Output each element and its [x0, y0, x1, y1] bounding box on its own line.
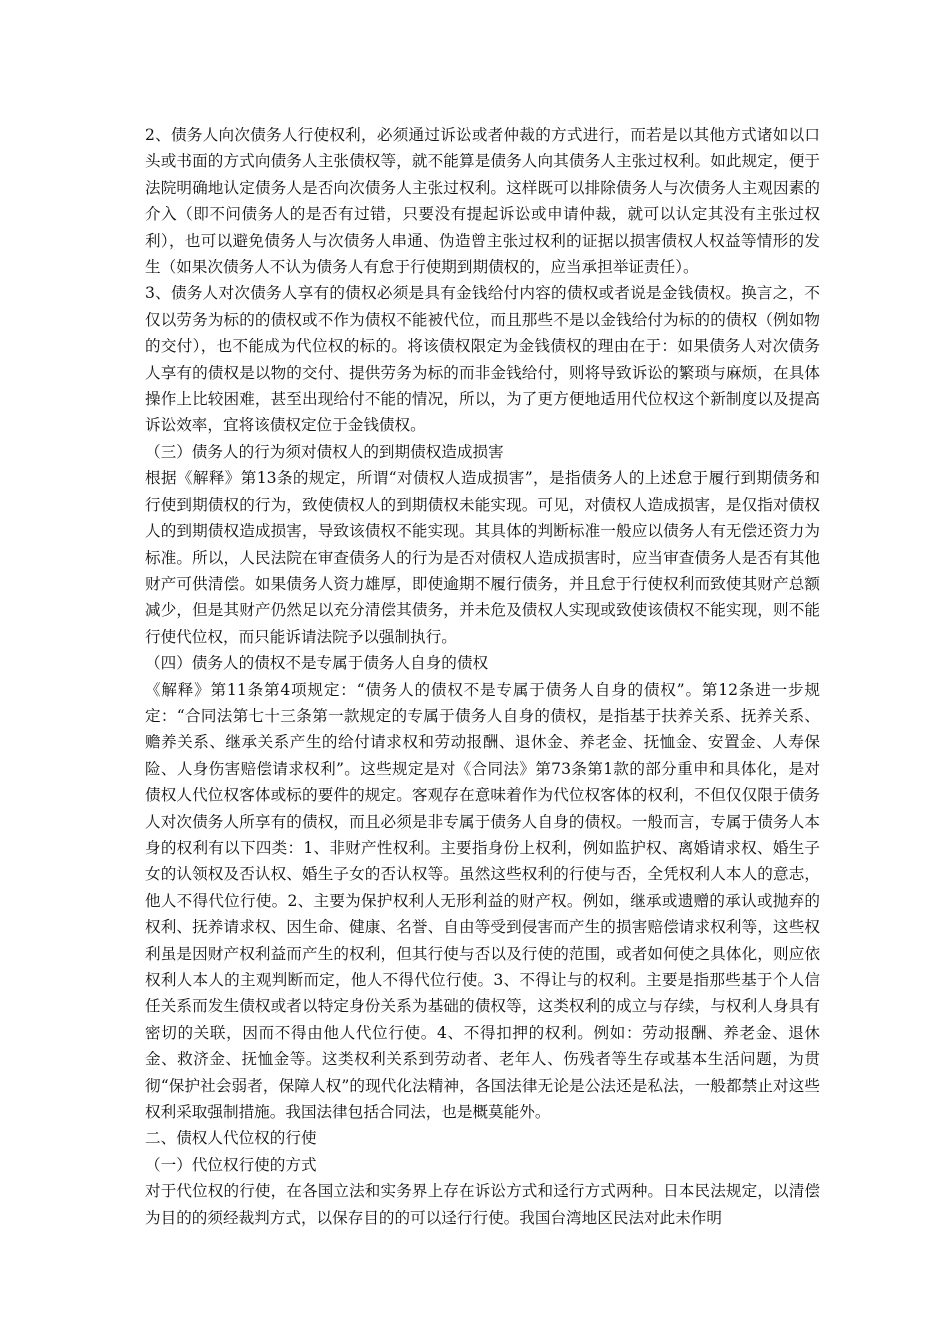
section-heading-non-personal-claim: （四）债务人的债权不是专属于债务人自身的债权 [145, 654, 489, 673]
paragraph-exercise-method: 对于代位权的行使，在各国立法和实务界上存在诉讼方式和迳行方式两种。日本民法规定，以清偿为目的的须经裁判方式，以保存目的的可以迳行行使。我国台湾地区民法对此未作明 [145, 1182, 820, 1227]
paragraph-damage-standard: 根据《解释》第13条的规定，所谓“对债权人造成损害”，是指债务人的上述怠于履行到期债务和行使到期债权的行为，致使债权人的到期债权未能实现。可见，对债权人造成损害，是仅指对债权人的到期债权造成损害，导致该债权不能实现。其具体的判断标准一般应以债务人有无偿还资力为标准。所以，人民法院在审查债务人的行为是否对债权人造成损害时，应当审查债务人是否有其他财产可供清偿。如果债务人资力雄厚，即使逾期不履行债务，并且怠于行使权利而致使其财产总额减少，但是其财产仍然足以充分清偿其债务，并未危及债权人实现或致使该债权不能实现，则不能行使代位权，而只能诉请法院予以强制执行。 [145, 469, 820, 646]
paragraph-monetary-claim: 3、债务人对次债务人享有的债权必须是具有金钱给付内容的债权或者说是金钱债权。换言之，不仅以劳务为标的的债权或不作为债权不能被代位，而且那些不是以金钱给付为标的的债权（例如物的交付），也不能成为代位权的标的。将该债权限定为金钱债权的理由在于：如果债务人对次债务人享有的债权是以物的交付、提供劳务为标的而非金钱给付，则将导致诉讼的繁琐与麻烦，在具体操作上比较困难，甚至出现给付不能的情况，所以，为了更方便地适用代位权这个新制度以及提高诉讼效率，宜将该债权定位于金钱债权。 [145, 284, 820, 435]
document-body [145, 122, 820, 1231]
paragraph-personal-rights: 《解释》第11条第4项规定：“债务人的债权不是专属于债务人自身的债权”。第12条进一步规定：“合同法第七十三条第一款规定的专属于债务人自身的债权，是指基于扶养关系、抚养关系、赡养关系、继承关系产生的给付请求权和劳动报酬、退休金、养老金、抚恤金、安置金、人寿保险、人身伤害赔偿请求权利”。这些规定是对《合同法》第73条第1款的部分重申和具体化，是对债权人代位权客体或标的要件的规定。客观存在意味着作为代位权客体的权利，不但仅仅限于债务人对次债务人所享有的债权，而且必须是非专属于债务人自身的债权。一般而言，专属于债务人本身的权利有以下四类：1、非财产性权利。主要指身份上权利，例如监护权、离婚请求权、婚生子女的认领权及否认权、婚生子女的否认权等。虽然这些权利的行使与否，全凭权利人本人的意志，他人不得代位行使。2、主要为保护权利人无形利益的财产权。例如，继承或遗赠的承认或抛弃的权利、抚养请求权、因生命、健康、名誉、自由等受到侵害而产生的损害赔偿请求权利等，这些权利虽是因财产权利益而产生的权利，但其行使与否以及行使的范围，或者如何使之具体化，则应依权利人本人的主观判断而定，他人不得代位行使。3、不得让与的权利。主要是指那些基于个人信任关系而发生债权或者以特定身份关系为基础的债权等，这类权利的成立与存续，与权利人身具有密切的关联，因而不得由他人代位行使。4、不得扣押的权利。例如：劳动报酬、养老金、退休金、救济金、抚恤金等。这类权利关系到劳动者、老年人、伤残者等生存或基本生活问题，为贯彻“保护社会弱者，保障人权”的现代化法精神，各国法律无论是公法还是私法，一般都禁止对这些权利采取强制措施。我国法律包括合同法，也是概莫能外。 [145, 680, 820, 1122]
section-heading-exercise-method: （一）代位权行使的方式 [145, 1155, 317, 1174]
paragraph-litigation-requirement: 2、债务人向次债务人行使权利，必须通过诉讼或者仲裁的方式进行，而若是以其他方式诸如以口头或书面的方式向债务人主张债权等，就不能算是债务人向其债务人主张过权利。如此规定，便于法院明确地认定债务人是否向次债务人主张过权利。这样既可以排除债务人与次债务人主观因素的介入（即不问债务人的是否有过错，只要没有提起诉讼或申请仲裁，就可以认定其没有主张过权利），也可以避免债务人与次债务人串通、伪造曾主张过权利的证据以损害债权人权益等情形的发生（如果次债务人不认为债务人有怠于行使期到期债权的，应当承担举证责任）。 [145, 126, 820, 277]
chapter-heading-exercise: 二、债权人代位权的行使 [145, 1129, 317, 1148]
section-heading-damage: （三）债务人的行为须对债权人的到期债权造成损害 [145, 442, 504, 461]
